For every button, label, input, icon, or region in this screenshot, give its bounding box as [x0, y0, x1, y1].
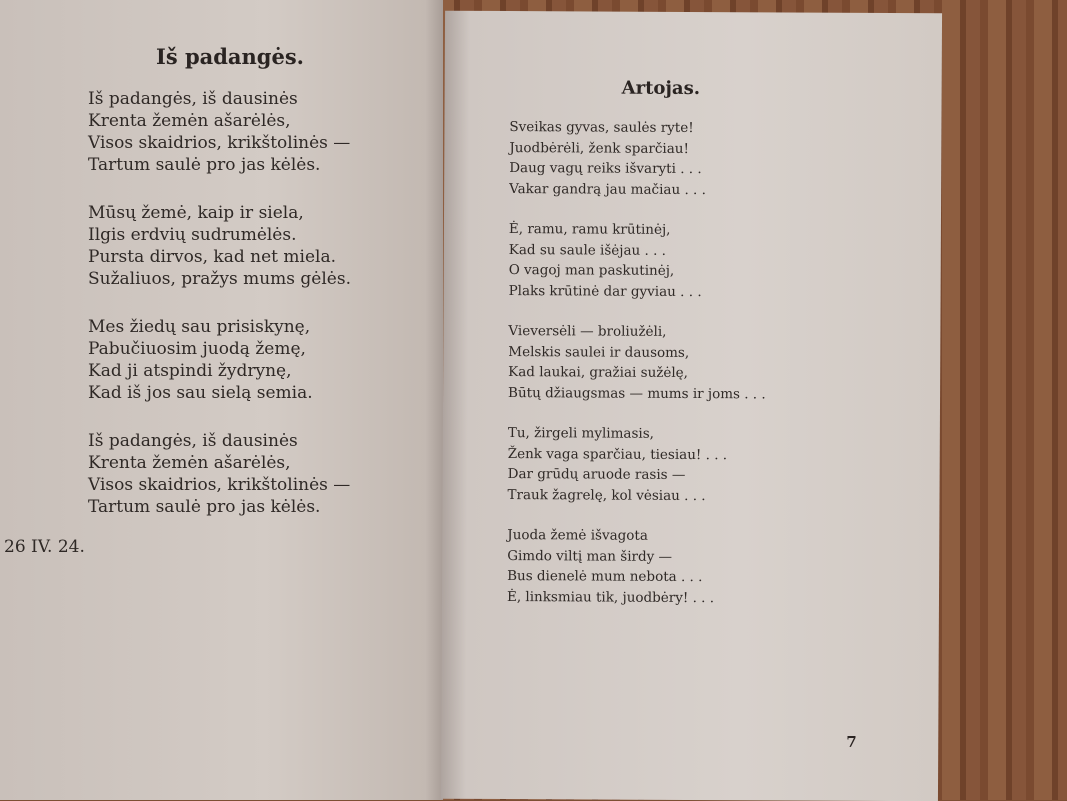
verse-line: Kad iš jos sau sielą semia. [88, 383, 313, 403]
verse-line: Juodbėrėli, ženk sparčiau! [509, 139, 689, 157]
verse-line: Mūsų žemė, kaip ir siela, [88, 203, 304, 223]
verse-line: Plaks krūtinė dar gyviau . . . [508, 282, 702, 300]
verse-line: Visos skaidrios, krikštolinės — [88, 475, 351, 495]
verse-line: Iš padangės, iš dausinės [88, 89, 298, 109]
stanza [88, 430, 351, 518]
verse-line: Kad ji atspindi žydrynę, [88, 361, 292, 381]
verse-line: Kad su saule išėjau . . . [508, 241, 667, 259]
verse-line: Kad laukai, gražiai sužėlę, [508, 364, 689, 381]
verse-line: Sužaliuos, pražys mums gėlės. [88, 269, 351, 289]
verse-line: Tartum saulė pro jas kėlės. [88, 155, 321, 175]
stanza [508, 321, 766, 404]
verse-line: Daug vagų reiks išvaryti . . . [509, 160, 702, 178]
stanza [509, 117, 767, 200]
verse-line: Vakar gandrą jau mačiau . . . [509, 180, 706, 198]
verse-line: Mes žiedų sau prisiskynę, [88, 317, 311, 337]
verse-line: Pabučiuosim juodą žemę, [88, 339, 306, 359]
verse-line: Dar grūdų aruode rasis — [507, 466, 686, 483]
poem-body [507, 117, 767, 628]
verse-line: Ė, linksmiau tik, juodbėry! . . . [506, 588, 715, 606]
left-page [0, 0, 443, 800]
stanza [507, 525, 765, 608]
verse-line: Juoda žemė išvagota [507, 527, 648, 544]
verse-line: Ė, ramu, ramu krūtinėj, [508, 221, 671, 238]
verse-line: Vieversėli — broliužėli, [508, 323, 667, 340]
verse-line: Būtų džiaugsmas — mums ir joms . . . [508, 384, 766, 402]
stanza [507, 423, 765, 506]
verse-line: O vagoj man paskutinėj, [508, 262, 675, 279]
verse-line: Ženk vaga sparčiau, tiesiau! . . . [507, 445, 728, 463]
stanza [88, 202, 351, 290]
verse-line: Bus dienelė mum nebota . . . [507, 568, 703, 586]
poem-title: Artojas. [621, 77, 701, 100]
verse-line: Ilgis erdvių sudrumėlės. [88, 225, 297, 245]
verse-line: Tartum saulė pro jas kėlės. [88, 497, 321, 517]
stanza [88, 316, 351, 404]
poem-date: 26 IV. 24. [4, 537, 85, 557]
page-number: 7 [846, 732, 857, 751]
verse-line: Krenta žemėn ašarėlės, [88, 453, 291, 473]
stanza [88, 88, 351, 176]
verse-line: Iš padangės, iš dausinės [88, 431, 298, 451]
verse-line: Melskis saulei ir dausoms, [508, 343, 690, 361]
right-page [441, 11, 942, 801]
poem-body [88, 88, 351, 544]
verse-line: Trauk žagrelę, kol vėsiau . . . [507, 486, 706, 504]
verse-line: Visos skaidrios, krikštolinės — [88, 133, 351, 153]
poem-title: Iš padangės. [156, 44, 304, 69]
stanza [509, 219, 767, 302]
verse-line: Sveikas gyvas, saulės ryte! [509, 119, 694, 137]
verse-line: Gimdo viltį man širdy — [507, 547, 673, 565]
verse-line: Krenta žemėn ašarėlės, [88, 111, 291, 131]
verse-line: Tu, žirgeli mylimasis, [507, 425, 655, 442]
verse-line: Pursta dirvos, kad net miela. [88, 247, 336, 267]
